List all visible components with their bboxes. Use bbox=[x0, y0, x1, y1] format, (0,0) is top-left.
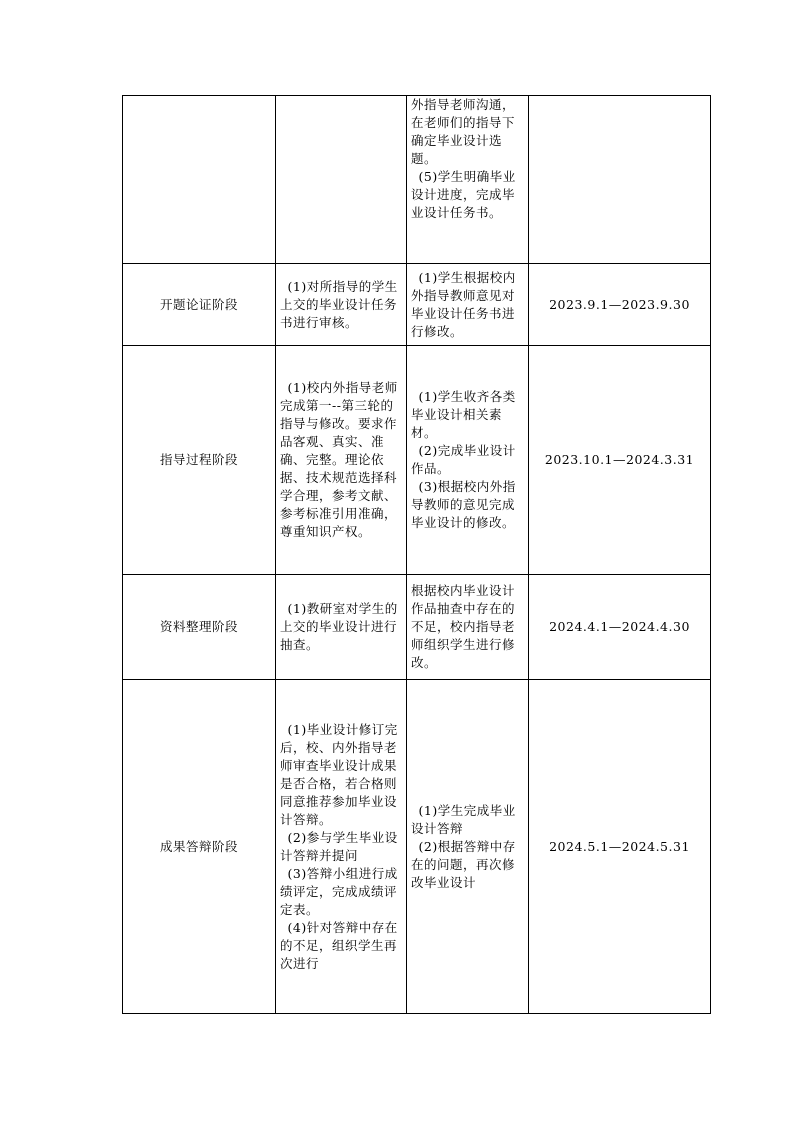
teacher-tasks bbox=[276, 346, 407, 575]
stage-name: 资料整理阶段 bbox=[123, 575, 276, 680]
period: 2024.5.1—2024.5.31 bbox=[529, 680, 711, 1014]
student-task: (2)完成毕业设计作品。 bbox=[411, 443, 516, 476]
period: 2023.10.1—2024.3.31 bbox=[529, 346, 711, 575]
student-task: (1)学生完成毕业设计答辩 bbox=[411, 802, 516, 836]
teacher-task: (4)针对答辩中存在的不足，组织学生再次进行 bbox=[280, 919, 398, 971]
teacher-task: (1)教研室对学生的上交的毕业设计进行抽查。 bbox=[280, 601, 398, 652]
teacher-tasks bbox=[276, 96, 407, 264]
student-task: (1)学生根据校内外指导教师意见对毕业设计任务书进行修改。 bbox=[411, 269, 516, 339]
table-row bbox=[123, 346, 711, 575]
student-tasks bbox=[407, 575, 529, 680]
student-tasks bbox=[407, 96, 529, 264]
stage-name: 指导过程阶段 bbox=[123, 346, 276, 575]
teacher-tasks bbox=[276, 575, 407, 680]
table-row bbox=[123, 575, 711, 680]
student-task: (5)学生明确毕业设计进度，完成毕业设计任务书。 bbox=[411, 169, 516, 220]
teacher-task: (3)答辩小组进行成绩评定，完成成绩评定表。 bbox=[280, 865, 398, 917]
teacher-task: (2)参与学生毕业设计答辩并提问 bbox=[280, 829, 398, 863]
period bbox=[529, 96, 711, 264]
student-tasks bbox=[407, 346, 529, 575]
stage-name: 成果答辩阶段 bbox=[123, 680, 276, 1014]
table-row bbox=[123, 680, 711, 1014]
teacher-task: (1)对所指导的学生上交的毕业设计任务书进行审核。 bbox=[280, 278, 398, 330]
stage-name: 开题论证阶段 bbox=[123, 264, 276, 346]
table-row bbox=[123, 96, 711, 264]
student-tasks bbox=[407, 680, 529, 1014]
student-task: (3)根据校内外指导教师的意见完成毕业设计的修改。 bbox=[411, 479, 516, 530]
schedule-table bbox=[122, 95, 711, 1014]
teacher-tasks bbox=[276, 264, 407, 346]
teacher-tasks bbox=[276, 680, 407, 1014]
table-row bbox=[123, 264, 711, 346]
period: 2023.9.1—2023.9.30 bbox=[529, 264, 711, 346]
student-task: (1)学生收齐各类毕业设计相关素材。 bbox=[411, 389, 516, 440]
stage-name bbox=[123, 96, 276, 264]
teacher-task: (1)毕业设计修订完后，校、内外指导老师审查毕业设计成果是否合格，若合格则同意推荐参加毕业设计答辩。 bbox=[280, 721, 398, 827]
period: 2024.4.1—2024.4.30 bbox=[529, 575, 711, 680]
teacher-task: (1)校内外指导老师完成第一--第三轮的指导与修改。要求作品客观、真实、准确、完整。理论依据、技术规范选择科学合理，参考文献、参考标准引用准确，尊重知识产权。 bbox=[280, 380, 398, 539]
student-task: (2)根据答辩中存在的问题，再次修改毕业设计 bbox=[411, 838, 516, 890]
student-tasks bbox=[407, 264, 529, 346]
student-task: 外指导老师沟通，在老师们的指导下确定毕业设计选题。 bbox=[411, 97, 516, 166]
student-task: 根据校内毕业设计作品抽查中存在的不足，校内指导老师组织学生进行修改。 bbox=[411, 583, 516, 670]
